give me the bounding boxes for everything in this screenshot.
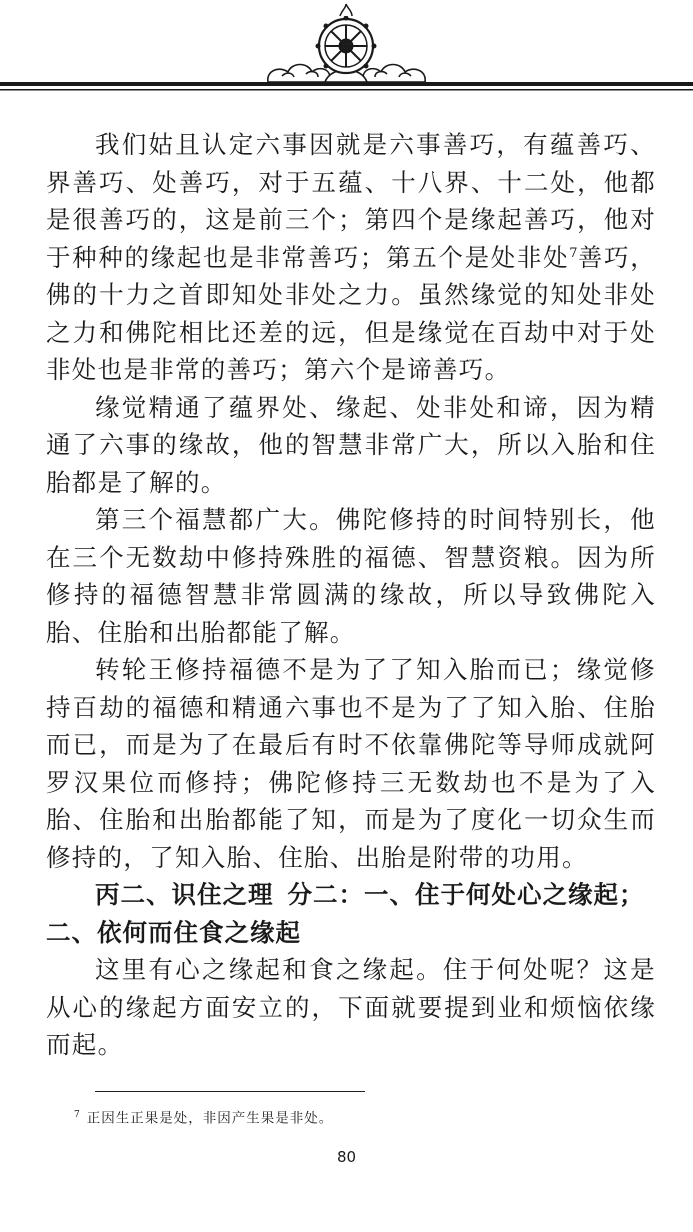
footnote-ref[interactable]: 7 bbox=[569, 245, 578, 261]
footnote-marker: 7 bbox=[74, 1110, 81, 1120]
page-header bbox=[0, 0, 693, 110]
section-heading bbox=[46, 876, 656, 951]
footnote-divider bbox=[95, 1091, 365, 1092]
paragraph-1 bbox=[46, 126, 656, 389]
paragraph-2: 缘觉精通了蕴界处、缘起、处非处和谛，因为精通了六事的缘故，他的智慧非常广大，所以入胎和住胎都是了解的。 bbox=[46, 392, 656, 497]
paragraph-4: 转轮王修持福德不是为了了知入胎而已；缘觉修持百劫的福德和精通六事也不是为了了知入胎、住胎而已，而是为了在最后有时不依靠佛陀等导师成就阿罗汉果位而修持；佛陀修持三无数劫也不是为了入胎、住胎和出胎都能了知，而是为了度化一切众生而修持的，了知入胎、住胎、出胎是附带的功用。 bbox=[46, 655, 656, 872]
footnote bbox=[74, 1106, 333, 1128]
paragraph-1-text-cont: 善巧，佛的十力之首即知处非处之力。虽然缘觉的知处非处之力和佛陀相比还差的远，但是缘觉在百劫中对于处非处也是非常的善巧；第六个是谛善巧。 bbox=[46, 242, 656, 384]
page-number: 80 bbox=[336, 1148, 357, 1166]
body-text bbox=[46, 126, 656, 1064]
paragraph-1-text: 我们姑且认定六事因就是六事善巧，有蕴善巧、界善巧、处善巧，对于五蕴、十八界、十二处，他都是很善巧的，这是前三个；第四个是缘起善巧，他对于种种的缘起也是非常善巧；第五个是处非处 bbox=[46, 130, 656, 272]
section-heading-outline: 分二：一、住于何处心之缘起；二、依何而住食之缘起 bbox=[46, 880, 645, 947]
paragraph-3: 第三个福慧都广大。佛陀修持的时间特别长，他在三个无数劫中修持殊胜的福德、智慧资粮。因为所修持的福德智慧非常圆满的缘故，所以导致佛陀入胎、住胎和出胎都能了解。 bbox=[46, 505, 656, 647]
footnote-text: 正因生正果是处，非因产生果是非处。 bbox=[86, 1110, 334, 1127]
section-heading-title: 丙二、识住之理 bbox=[95, 880, 274, 909]
dharma-wheel-icon bbox=[0, 0, 693, 110]
paragraph-5: 这里有心之缘起和食之缘起。住于何处呢？这是从心的缘起方面安立的，下面就要提到业和烦恼依缘而起。 bbox=[46, 955, 656, 1059]
